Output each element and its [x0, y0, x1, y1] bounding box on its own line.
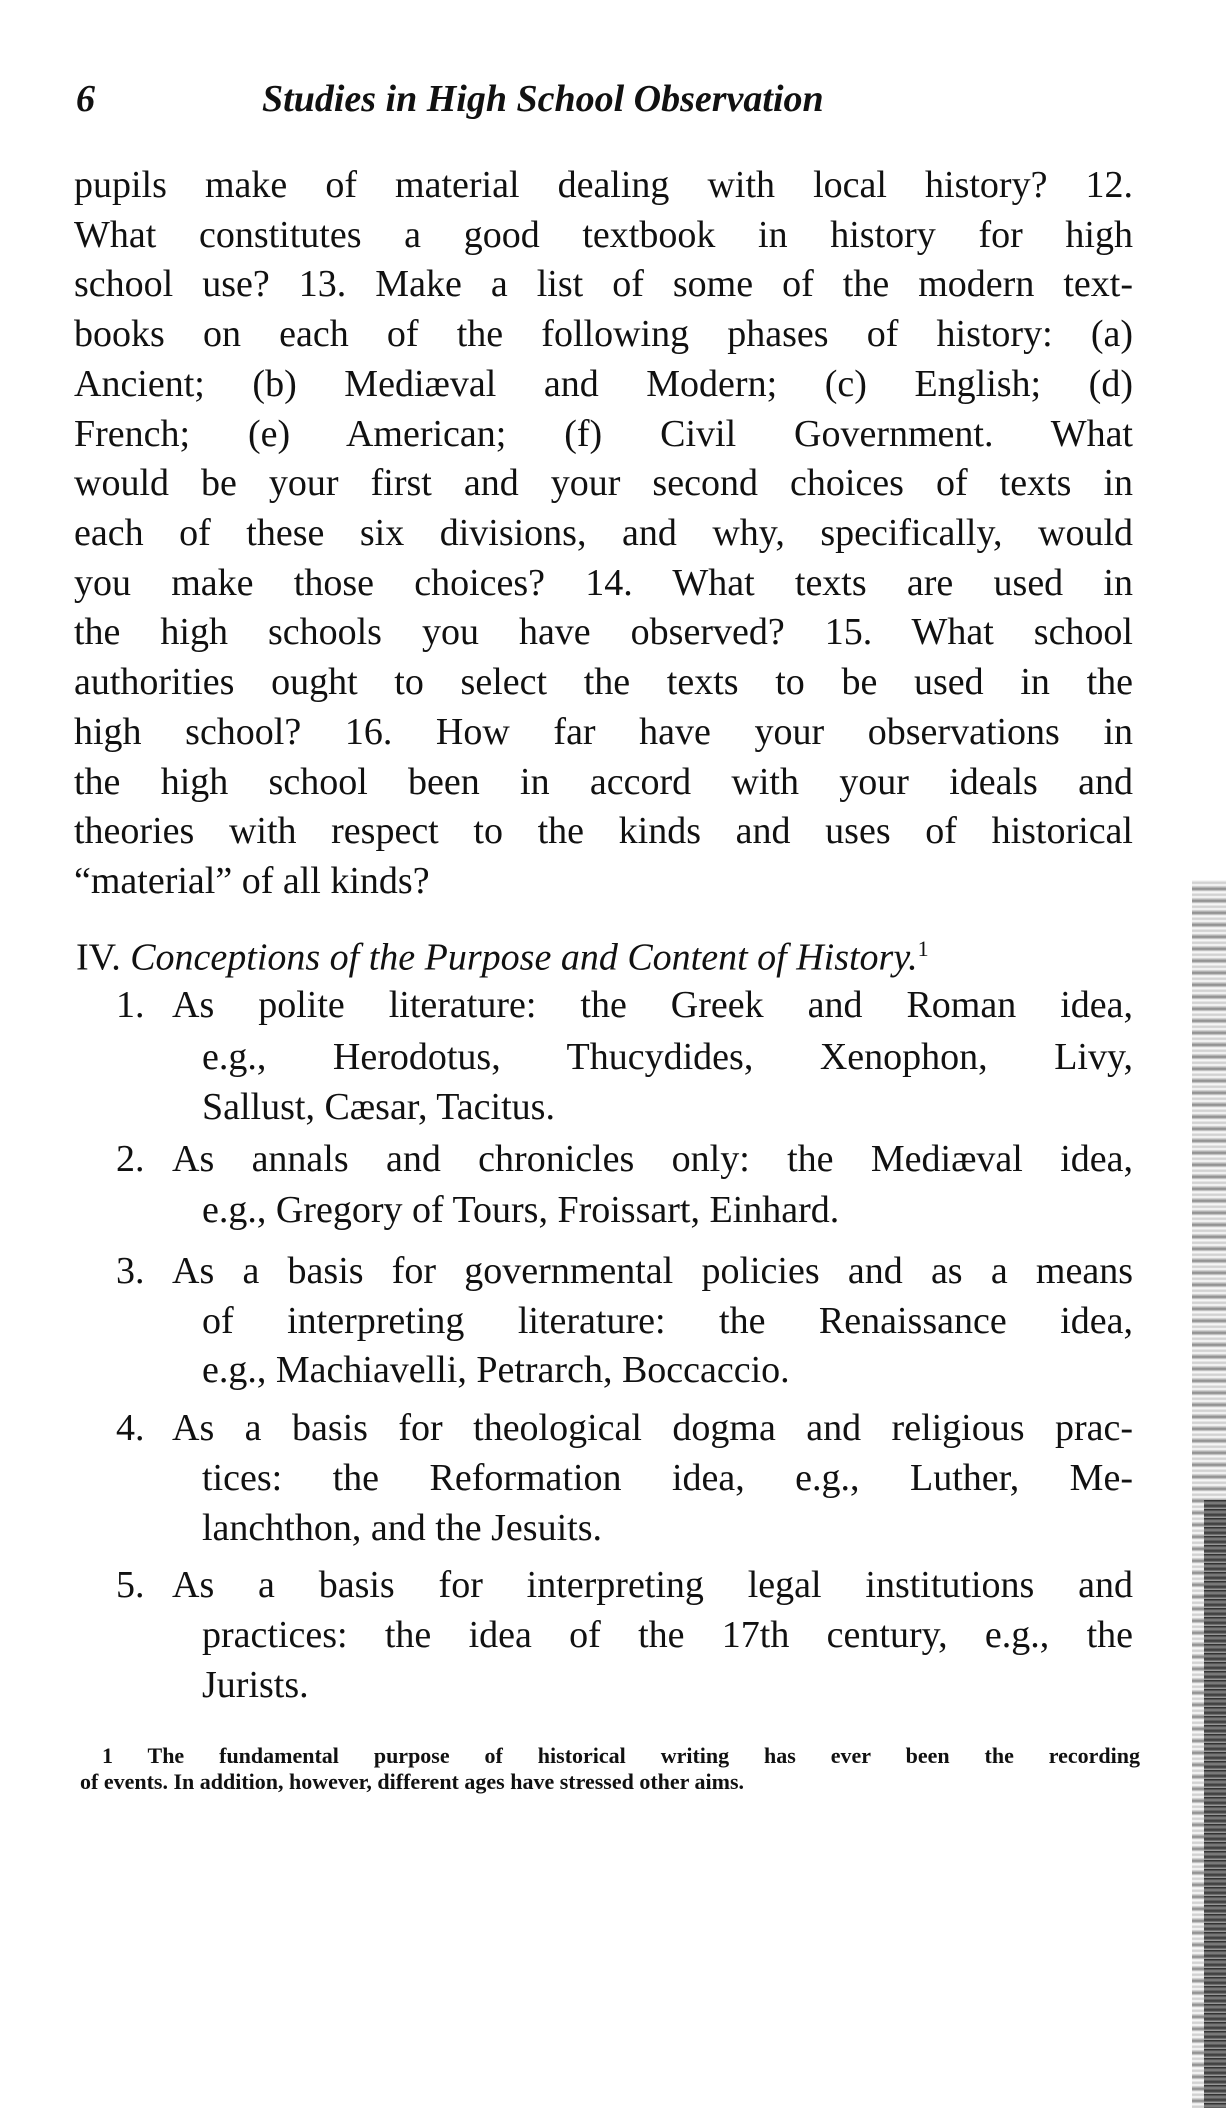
- paragraph-line: the high schools you have observed? 15. What school: [74, 611, 1133, 653]
- paragraph-line: authorities ought to select the texts to be used in the: [74, 661, 1133, 703]
- list-item-line: e.g., Machiavelli, Petrarch, Boccaccio.: [202, 1349, 790, 1391]
- paragraph-line: What constitutes a good textbook in history for high: [74, 214, 1133, 256]
- list-item-number: 4.: [116, 1407, 145, 1449]
- paragraph-line: Ancient; (b) Mediæval and Modern; (c) English; (d): [74, 363, 1133, 405]
- running-title: Studies in High School Observation: [262, 78, 824, 120]
- footnote-mark: 1: [917, 936, 929, 961]
- list-item-number: 2.: [116, 1138, 145, 1180]
- page-edge-dark: [1204, 1500, 1226, 2108]
- list-item-number: 5.: [116, 1564, 145, 1606]
- list-item-line: e.g., Herodotus, Thucydides, Xenophon, Livy,: [202, 1036, 1133, 1078]
- list-item-line: practices: the idea of the 17th century, e.g., the: [202, 1614, 1133, 1656]
- paragraph-line: French; (e) American; (f) Civil Government. What: [74, 413, 1133, 455]
- paragraph-line: high school? 16. How far have your observations in: [74, 711, 1133, 753]
- paragraph-line: school use? 13. Make a list of some of the modern text-: [74, 263, 1133, 305]
- section-numeral: IV.: [76, 936, 121, 979]
- list-item-line: As a basis for interpreting legal institutions and: [172, 1564, 1133, 1606]
- list-item-line: lanchthon, and the Jesuits.: [202, 1507, 602, 1549]
- page-number: 6: [76, 78, 95, 120]
- list-item-line: tices: the Reformation idea, e.g., Luther, Me-: [202, 1457, 1133, 1499]
- paragraph-line: you make those choices? 14. What texts are used in: [74, 562, 1133, 604]
- list-item-number: 3.: [116, 1250, 145, 1292]
- paragraph-line: each of these six divisions, and why, specifically, would: [74, 512, 1133, 554]
- paragraph-line: would be your first and your second choices of texts in: [74, 462, 1133, 504]
- paragraph-line: pupils make of material dealing with local history? 12.: [74, 164, 1133, 206]
- paragraph-line: theories with respect to the kinds and uses of historical: [74, 810, 1133, 852]
- list-item-line: As a basis for governmental policies and as a means: [172, 1250, 1133, 1292]
- list-item-line: As annals and chronicles only: the Mediæval idea,: [172, 1138, 1133, 1180]
- list-item-line: As polite literature: the Greek and Roman idea,: [172, 984, 1133, 1026]
- section-title: Conceptions of the Purpose and Content of History.: [130, 936, 918, 979]
- list-item-line: Jurists.: [202, 1664, 309, 1706]
- list-item-line: e.g., Gregory of Tours, Froissart, Einhard.: [202, 1189, 840, 1231]
- paragraph-line: books on each of the following phases of history: (a): [74, 313, 1133, 355]
- list-item-number: 1.: [116, 984, 145, 1026]
- list-item-line: Sallust, Cæsar, Tacitus.: [202, 1086, 555, 1128]
- paragraph-line: the high school been in accord with your ideals and: [74, 761, 1133, 803]
- list-item-line: of interpreting literature: the Renaissance idea,: [202, 1300, 1133, 1342]
- list-item-line: As a basis for theological dogma and religious prac-: [172, 1407, 1133, 1449]
- paragraph-line: “material” of all kinds?: [74, 860, 430, 902]
- section-heading: [76, 924, 1136, 979]
- footnote-line: 1 The fundamental purpose of historical writing has ever been the recording: [102, 1743, 1140, 1768]
- footnote-line: of events. In addition, however, different ages have stressed other aims.: [80, 1769, 745, 1794]
